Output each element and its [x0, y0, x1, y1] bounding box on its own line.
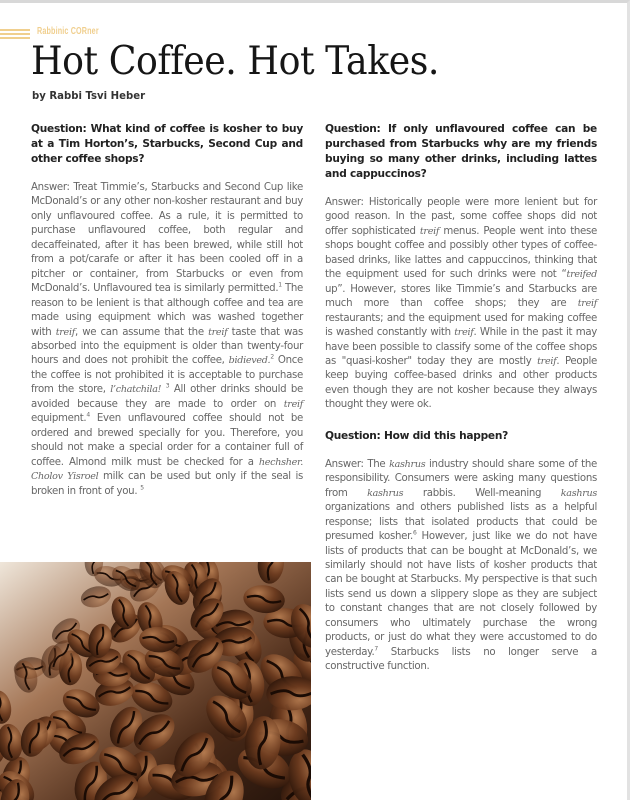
- footnote-marker: 1: [278, 281, 282, 289]
- footnote-marker: 6: [412, 529, 417, 537]
- text-run: The reason to be lenient is that although coffee and tea are made using equipment which was washed together with: [31, 283, 303, 338]
- text-run: equipment.: [31, 413, 87, 425]
- question-heading: Question: If only unflavoured coffee can be purchased from Starbucks why are my friends buying so many other drinks, including lattes and cappuccinos?: [325, 123, 597, 180]
- text-run: All other drinks should be avoided because they are made to order on: [31, 384, 303, 410]
- footnote-marker: 7: [374, 645, 378, 653]
- question-heading: Question: How did this happen?: [325, 429, 509, 442]
- italic-term: kashrus: [389, 458, 426, 470]
- text-run: Answer: Historically people were more lenient but for good reason. In the past, some coffee shops did not offer sophisticated: [325, 197, 597, 237]
- italic-term: treif: [55, 326, 75, 338]
- kicker-decoration-icon: [0, 29, 30, 41]
- right-column: [325, 122, 597, 691]
- coffee-beans-image: [0, 562, 311, 800]
- italic-term: l’chatchila!: [110, 384, 162, 396]
- text-run: , we can assume that the: [74, 326, 209, 338]
- text-run: up”. However, stores like Timmie’s and Starbucks are much more than coffee shops; they are: [325, 283, 597, 310]
- italic-term: treif: [208, 326, 228, 338]
- text-run: rabbis. Well-meaning: [403, 487, 561, 499]
- italic-term: treif: [283, 398, 303, 410]
- left-column: [31, 122, 303, 515]
- text-run: Answer: The: [325, 458, 390, 470]
- answer-paragraph: [31, 181, 303, 499]
- text-run: milk can be used but only if the seal is broken in front of you.: [31, 471, 303, 497]
- text-run: organizations and others published lists as a helpful response; lists that isolated products that could be presumed kosher.: [325, 502, 597, 543]
- footnote-marker: 3: [165, 382, 170, 390]
- answer-paragraph: [325, 196, 597, 413]
- footnote-marker: 4: [86, 411, 90, 419]
- article-title: Hot Coffee. Hot Takes.: [31, 39, 439, 84]
- text-run: Answer: Treat Timmie’s, Starbucks and Second Cup like McDonald’s or any other non-kosher restaurant and buy only unflavoured coffee. As a rule, it is permitted to purchase unflavoured coffee, both regular and decaffeinated, after it has been brewed, while still hot from a pot/carafe or after it has been cooled off in a pitcher or container, from Starbucks or even from McDonald’s. Unflavoured tea is similarly permitted.: [31, 182, 303, 295]
- text-run: Once the coffee is not prohibited it is acceptable to purchase from the store,: [31, 355, 303, 396]
- text-run: . People keep buying coffee-based drinks and other products even though they are not kosher because they always thought they were ok.: [325, 355, 597, 411]
- answer-paragraph: [325, 458, 597, 675]
- italic-term: treif: [419, 225, 440, 237]
- italic-term: hechsher. Cholov Yisroel: [31, 456, 303, 483]
- text-run: menus. People went into these shops bought coffee and possibly other types of coffee-based drinks, like lattes and cappuccinos, thinking that the equipment used for such drinks were not “: [325, 225, 597, 281]
- text-run: Starbucks lists no longer serve a constructive function.: [325, 646, 597, 673]
- text-run: restaurants; and the equipment used for making coffee is washed constantly with: [325, 312, 597, 339]
- italic-term: bidieved.: [228, 355, 271, 367]
- footnote-marker: 5: [140, 484, 144, 492]
- italic-term: treif: [537, 355, 557, 367]
- text-run: Even unflavoured coffee should not be ordered and brewed specially for you. Therefore, you should not make a special order for a container full of coffee. Almond milk must be checked for a: [31, 413, 303, 468]
- italic-term: kashrus: [367, 487, 404, 499]
- italic-term: treif: [454, 327, 474, 339]
- section-kicker: Rabbinic CORner: [37, 26, 99, 37]
- italic-term: kashrus: [560, 487, 597, 499]
- text-run: industry should share some of the responsibility. Consumers were asking many questions from: [325, 458, 597, 499]
- text-run: However, just like we do not have lists of products that can be bought at McDonald’s, we similarly should not have lists of kosher products that can be bought at Starbucks. My perspective is that such lists send us down a slippery slope as they are subject to constant changes that are not closely followed by consumers who ultimately purchase the wrong products, or just do what they were accustomed to do yesterday.: [325, 531, 597, 658]
- text-run: taste that was absorbed into the equipment is older than twenty-four hours and does not prohibit the coffee,: [31, 326, 304, 367]
- italic-term: treif: [577, 298, 597, 310]
- footnote-marker: 2: [270, 354, 274, 362]
- question-heading: Question: What kind of coffee is kosher to buy at a Tim Horton’s, Starbucks, Second Cup and other coffee shops?: [31, 123, 303, 165]
- italic-term: treifed: [566, 269, 597, 281]
- byline: by Rabbi Tsvi Heber: [32, 89, 146, 102]
- coffee-beans-photo: [0, 562, 311, 800]
- text-run: . While in the past it may have been possible to classify some of the coffee shops as "quasi-kosher" today they are mostly: [325, 327, 597, 367]
